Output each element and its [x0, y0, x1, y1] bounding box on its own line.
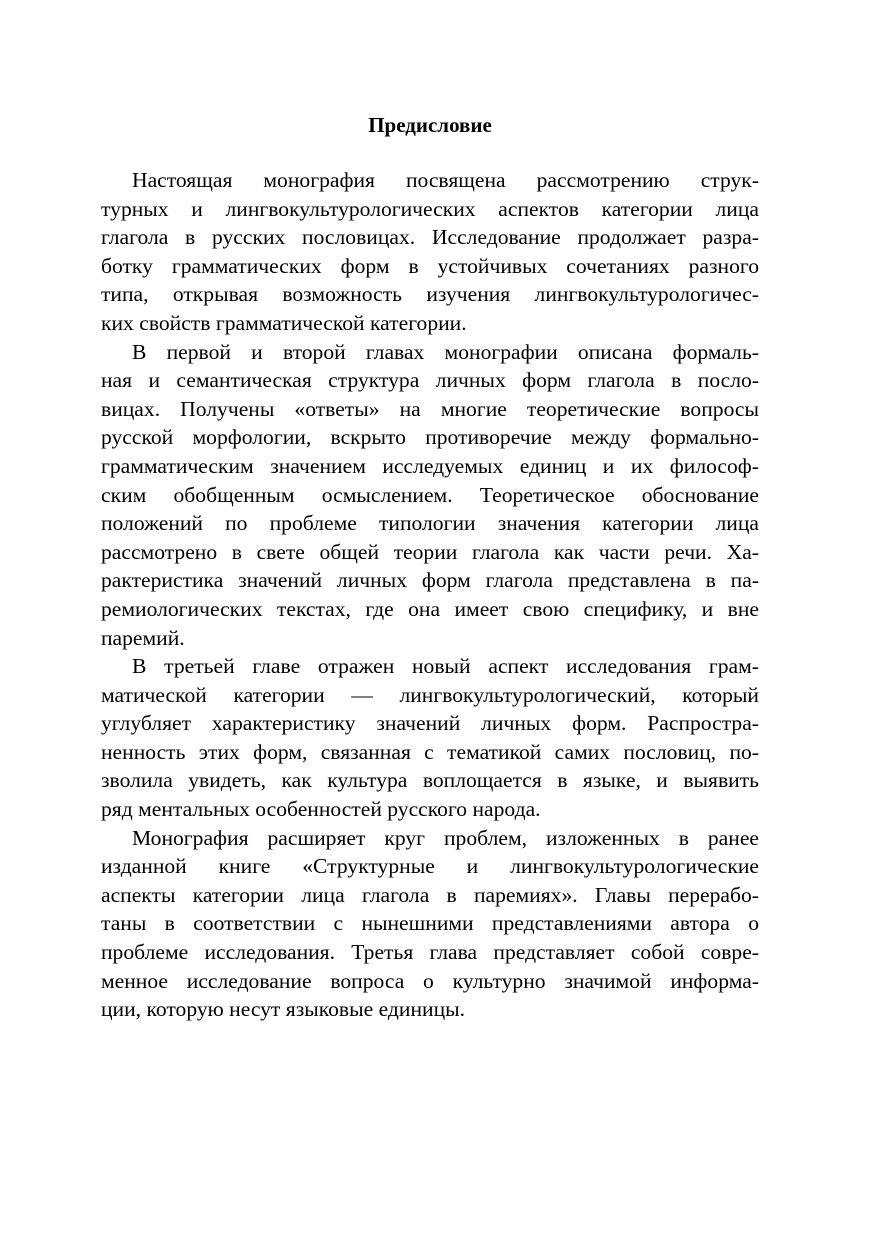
- text-line: ненность этих форм, связанная с тематикой самих пословиц, по-: [101, 739, 759, 764]
- text-line: типа, открывая возможность изучения лингвокультурологичес-: [101, 282, 759, 307]
- text-line: паремий.: [101, 625, 185, 650]
- text-line: ским обобщенным осмыслением. Теоретическое обоснование: [101, 482, 759, 507]
- text-line: изданной книге «Структурные и лингвокультурологические: [101, 854, 759, 879]
- paragraph-1: [101, 166, 759, 338]
- text-line: В третьей главе отражен новый аспект исследования грам-: [132, 654, 759, 679]
- text-line: русской морфологии, вскрыто противоречие между формально-: [101, 425, 759, 450]
- text-line: ботку грамматических форм в устойчивых сочетаниях разного: [101, 253, 759, 278]
- text-line: грамматическим значением исследуемых единиц и их философ-: [101, 453, 759, 478]
- text-line: матической категории — лингвокультурологический, который: [101, 682, 759, 707]
- text-line: глагола в русских пословицах. Исследование продолжает разра-: [101, 225, 759, 250]
- text-line: рассмотрено в свете общей теории глагола как части речи. Ха-: [101, 539, 759, 564]
- paragraph-3: [101, 652, 759, 824]
- text-line: турных и лингвокультурологических аспектов категории лица: [101, 196, 759, 221]
- text-line: таны в соответствии с нынешними представлениями автора о: [101, 911, 759, 936]
- text-line: рактеристика значений личных форм глагола представлена в па-: [101, 568, 759, 593]
- text-line: В первой и второй главах монографии описана формаль-: [132, 339, 759, 364]
- text-line: проблеме исследования. Третья глава представляет собой совре-: [101, 940, 759, 965]
- text-line: ции, которую несут языковые единицы.: [101, 997, 466, 1022]
- text-line: менное исследование вопроса о культурно значимой информа-: [101, 968, 759, 993]
- paragraph-4: [101, 824, 759, 1024]
- text-line: Настоящая монография посвящена рассмотрению струк-: [132, 168, 759, 192]
- text-line: аспекты категории лица глагола в паремиях». Главы перерабо-: [101, 882, 759, 907]
- text-line: ная и семантическая структура личных форм глагола в посло-: [101, 368, 759, 393]
- page-title: Предисловие: [368, 113, 492, 137]
- text-line: ряд ментальных особенностей русского народа.: [101, 797, 541, 822]
- text-line: зволила увидеть, как культура воплощается в языке, и выявить: [101, 768, 759, 793]
- text-line: ремиологических текстах, где она имеет свою специфику, и вне: [101, 596, 759, 621]
- text-line: Монография расширяет круг проблем, изложенных в ранее: [132, 825, 759, 850]
- page-content: [101, 111, 759, 1024]
- paragraph-2: [101, 338, 759, 653]
- text-line: ких свойств грамматической категории.: [101, 310, 467, 335]
- text-line: вицах. Получены «ответы» на многие теоретические вопросы: [101, 396, 759, 421]
- text-line: положений по проблеме типологии значения категории лица: [101, 511, 759, 536]
- text-line: углубляет характеристику значений личных форм. Распростра-: [101, 711, 759, 736]
